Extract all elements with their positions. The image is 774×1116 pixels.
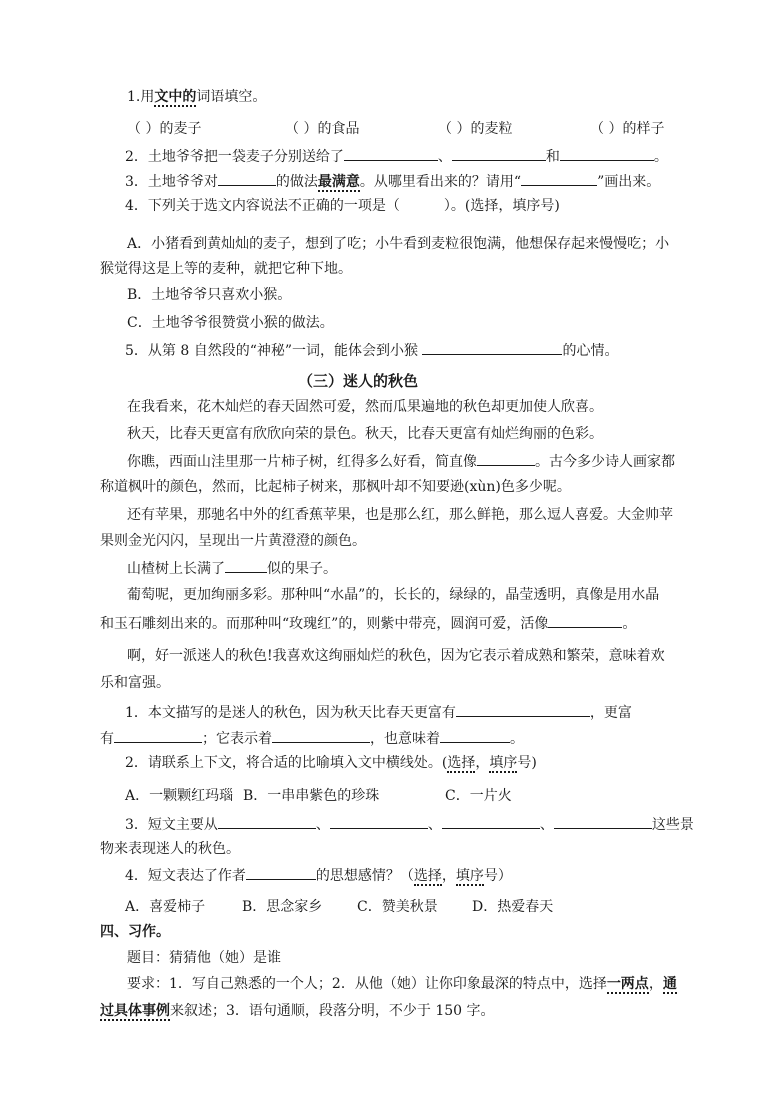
s3-q2-option-b: B．一串串紫色的珍珠 bbox=[243, 788, 380, 804]
answer-blank[interactable] bbox=[521, 170, 597, 186]
writing-topic: 题目：猜猜他（她）是谁 bbox=[127, 950, 281, 966]
passage-para-7-cont: 乐和富强。 bbox=[100, 675, 170, 691]
answer-blank[interactable] bbox=[440, 727, 510, 743]
answer-blank[interactable] bbox=[246, 864, 316, 880]
q1-blank-3: （ ）的麦粒 bbox=[438, 121, 513, 137]
section-title: （三）迷人的秋色 bbox=[298, 372, 419, 390]
q4-option-b: B．土地爷爷只喜欢小猴。 bbox=[127, 287, 292, 303]
answer-blank[interactable] bbox=[272, 727, 370, 743]
s3-question-1: 1．本文描写的是迷人的秋色，因为秋天比春天更富有 ，更富 bbox=[125, 701, 632, 724]
answer-blank[interactable] bbox=[422, 339, 562, 355]
section-four-title: 四、习作。 bbox=[100, 924, 170, 940]
answer-blank[interactable] bbox=[442, 813, 540, 829]
s3-q4-option-c: C．赞美秋景 bbox=[357, 899, 438, 915]
q1-bold: 文中的 bbox=[154, 89, 197, 105]
q2: 2．土地爷爷把一袋麦子分别送给了 、 和 。 bbox=[125, 145, 668, 168]
s3-question-2: 2．请联系上下文，将合适的比喻填入文中横线处。(选择，填序号) bbox=[125, 755, 537, 771]
answer-blank[interactable] bbox=[218, 813, 316, 829]
s3-question-1-cont: 有 ；它表示着 ，也意味着 。 bbox=[100, 727, 524, 750]
writing-requirements-cont: 过具体事例来叙述；3．语句通顺，段落分明，不少于 150 字。 bbox=[100, 1003, 495, 1019]
passage-para-5: 山楂树上长满了 似的果子。 bbox=[127, 557, 337, 580]
answer-blank[interactable] bbox=[452, 145, 546, 161]
s3-q4-option-a: A．喜爱柿子 bbox=[125, 899, 206, 915]
q5: 5．从第 8 自然段的“神秘”一词，能体会到小猴 的心情。 bbox=[125, 339, 618, 362]
answer-blank[interactable] bbox=[114, 727, 202, 743]
writing-requirements: 要求：1．写自己熟悉的一个人；2．从他（她）让你印象最深的特点中，选择一两点，通 bbox=[127, 976, 677, 992]
answer-blank[interactable] bbox=[225, 557, 267, 573]
q4-option-a: A．小猪看到黄灿灿的麦子，想到了吃；小牛看到麦粒很饱满，他想保存起来慢慢吃；小 bbox=[127, 236, 670, 252]
passage-para-3-cont: 称道枫叶的颜色，然而，比起柿子树来，那枫叶却不知要逊(xùn)色多少呢。 bbox=[100, 479, 571, 495]
passage-para-6: 葡萄呢，更加绚丽多彩。那种叫“水晶”的，长长的，绿绿的，晶莹透明，真像是用水晶 bbox=[127, 587, 660, 603]
answer-blank[interactable] bbox=[560, 145, 654, 161]
q1-blank-2: （ ）的食品 bbox=[285, 121, 360, 137]
passage-para-4-cont: 果则金光闪闪，呈现出一片黄澄澄的颜色。 bbox=[100, 533, 366, 549]
q1-blank-1: （ ）的麦子 bbox=[127, 121, 202, 137]
q4-option-a-cont: 猴觉得这是上等的麦种，就把它种下地。 bbox=[100, 261, 352, 277]
s3-q4-option-d: D．热爱春天 bbox=[472, 899, 554, 915]
s3-question-4: 4．短文表达了作者 的思想感情？（选择，填序号） bbox=[125, 864, 512, 887]
answer-blank[interactable] bbox=[477, 450, 535, 466]
passage-para-2: 秋天，比春天更富有欣欣向荣的景色。秋天，比春天更富有灿烂绚丽的色彩。 bbox=[127, 426, 603, 442]
answer-blank[interactable] bbox=[218, 170, 276, 186]
passage-para-4: 还有苹果，那驰名中外的红香蕉苹果，也是那么红，那么鲜艳，那么逗人喜爱。大金帅苹 bbox=[127, 507, 673, 523]
passage-para-1: 在我看来，花木灿烂的春天固然可爱，然而瓜果遍地的秋色却更加使人欣喜。 bbox=[127, 399, 603, 415]
s3-q2-option-c: C．一片火 bbox=[445, 788, 512, 804]
q4: 4．下列关于选文内容说法不正确的一项是（ ）。(选择，填序号) bbox=[125, 198, 560, 214]
answer-blank[interactable] bbox=[554, 813, 652, 829]
passage-para-6-cont: 和玉石雕刻出来的。而那种叫“玫瑰红”的，则紫中带亮，圆润可爱，活像 。 bbox=[100, 612, 636, 635]
passage-para-7: 啊，好一派迷人的秋色!我喜欢这绚丽灿烂的秋色，因为它表示着成熟和繁荣，意味着欢 bbox=[127, 648, 665, 664]
s3-q2-option-a: A．一颗颗红玛瑙 bbox=[125, 788, 234, 804]
answer-blank[interactable] bbox=[344, 145, 438, 161]
answer-blank[interactable] bbox=[548, 612, 622, 628]
q3: 3．土地爷爷对 的做法最满意。从哪里看出来的？请用“ ”画出来。 bbox=[125, 170, 660, 193]
s3-q4-option-b: B．思念家乡 bbox=[242, 899, 323, 915]
q1-instruction: 1.用文中的词语填空。 bbox=[127, 89, 267, 105]
s3-question-3-cont: 物来表现迷人的秋色。 bbox=[100, 841, 240, 857]
q4-option-c: C．土地爷爷很赞赏小猴的做法。 bbox=[127, 315, 334, 331]
q1-blank-4: （ ）的样子 bbox=[590, 121, 665, 137]
answer-blank[interactable] bbox=[456, 701, 590, 717]
passage-para-3: 你瞧，西面山洼里那一片柿子树，红得多么好看，简直像 。古今多少诗人画家都 bbox=[127, 450, 675, 473]
answer-blank[interactable] bbox=[330, 813, 428, 829]
s3-question-3: 3．短文主要从 、 、 、 这些景 bbox=[125, 813, 694, 836]
